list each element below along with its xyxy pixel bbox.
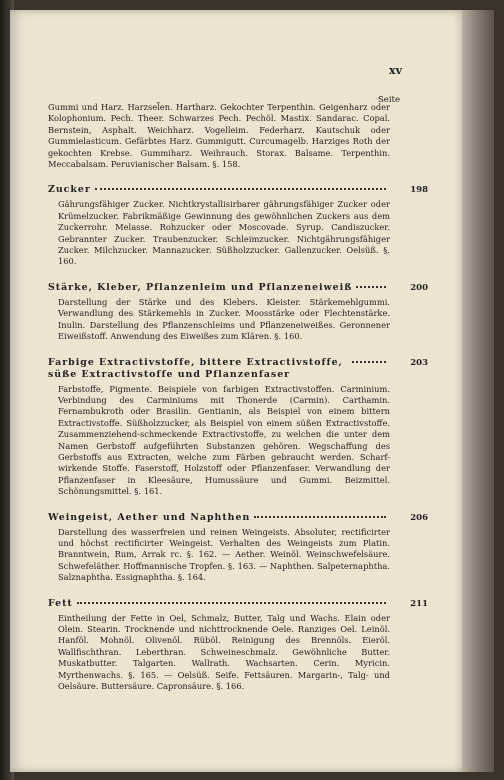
column-header-seite: Seite — [377, 95, 400, 105]
toc-entry-text: Gährungsfähiger Zucker. Nichtkrystallisirbarer gährungsfähiger Zucker oder Krümelzucker. Fabrikmäßige Gewinnung des gewöhnlichen Zuckers aus dem Zuckerrohr. Melasse. Rohzucker oder Moscovade. Syrup. Candiszucker. Gebrannter Zucker. Traubenzucker. Schleimzucker. Nichtgährungsfähiger Zucker. Milchzucker. Mannazucker. Süßholzzucker. Gallenzucker. Oelsüß. §. 160. — [58, 199, 390, 267]
toc-entry — [48, 511, 428, 584]
toc-entry-title: Stärke, Kleber, Pflanzenleim und Pflanzeneiweiß — [48, 281, 353, 293]
continued-entry-text: Gummi und Harz. Harzsel̃en. Hartharz. Gekochter Terpenthin. Geigenharz oder Kolophonium. Pech. Theer. Schwarzes Pech. Pechöl. Mastix. Sandarac. Copal. Bernstein, Asphalt. Weichharz. Vogelleim. Federharz. Kautschuk oder Gummielasticum. Gefärbtes Harz. Gummigutt. Curcumagelb. Harziges Roth der gekochten Krebse. Gummiharz. Weihrauch. Storax. Balsame. Terpenthin. Meccabalsam. Peruvianischer Balsam. §. 158. — [48, 102, 390, 170]
dot-leader — [95, 188, 386, 190]
toc-entry-page: 200 — [410, 282, 428, 293]
toc-entry-heading — [48, 511, 428, 524]
toc-entry-heading — [48, 281, 428, 294]
toc-entry-text: Eintheilung der Fette in Oel, Schmalz, Butter, Talg und Wachs. Elain oder Olein. Stearin. Trocknende und nichttrocknende Oele. Ranziges Oel. Leinöl. Hanföl. Mohnöl. Olivenöl. Rüböl. Reinigung des Brennöls. Eieröl. Wallfischthran. Leberthran. Schweineschmalz. Gewöhnliche Butter. Muskatbutter. Talgarten. Wallrath. Wachsarten. Cerin. Myricin. Myrthenwachs. §. 165. — Oelsüß. Seife. Fettsäuren. Margarin-, Talg- und Oelsäure. Buttersäure. Capronsäure. §. 166. — [58, 612, 390, 692]
page-stack-edge — [462, 10, 494, 772]
toc-entry-title: Weingeist, Aether und Naphthen — [48, 511, 251, 523]
toc-entry-heading — [48, 356, 428, 381]
toc-entry-text: Darstellung des wasserfreien und reinen Weingeists. Absoluter, rectificirter und höchst rectificirter Weingeist. Verhalten des Weingeists zum Platin. Branntwein, Rum, Arrak rc. §. 162. — Aether. Weinöl. Weinschwefelsäure. Schwefeläther. Hoffmannische Tropfen. §. 163. — Naphthen. Salpeternaphtha. Salznaphtha. Essignaphtha. §. 164. — [58, 526, 390, 583]
dot-leader — [254, 516, 386, 518]
toc-entry — [48, 356, 428, 498]
dot-leader — [77, 602, 386, 604]
toc-entry — [48, 597, 428, 693]
table-of-contents — [48, 102, 428, 706]
toc-entry — [48, 184, 428, 267]
toc-entry-heading — [48, 184, 428, 196]
toc-entry-heading — [48, 597, 428, 610]
toc-entry-text: Darstellung der Stärke und des Klebers. Kleister. Stärkemehlgummi. Verwandlung des Stärkemehls in Zucker. Moosstärke oder Flechtenstärke. Inulin. Darstellung des Pflanzenschleims und Pflanzeneiweißes. Geronnener Eiweißstoff. Anwendung des Eiweißes zum Klären. §. 160. — [58, 296, 390, 342]
toc-entry-title: Fett — [48, 597, 73, 609]
toc-entry — [48, 281, 428, 343]
dot-leader — [356, 286, 386, 288]
toc-entry-page: 211 — [410, 598, 428, 609]
dot-leader — [352, 361, 386, 363]
toc-entry-page: 198 — [410, 185, 428, 196]
toc-entry-page: 203 — [410, 357, 428, 368]
toc-entry-title: Zucker — [48, 184, 91, 196]
toc-entry-text: Farbstoffe, Pigmente. Beispiele von farbigen Extractivstoffen. Carminium. Verbindung des Carminiums mit Thonerde (Carmin). Carthamin. Fernambukroth oder Brasilin. Gentianin, als Beispiel von einem bittern Extractivstoffe. Süßholzzucker, als Beispiel von einem süßen Extractivstoffe. Zusammenziehend-schmeckende Extractivstoffe, zu welchen die unter dem Namen Gerbstoff aufgeführten Substanzen gehören. Wegschaffung des Gerbstoffs aus Extracten, welche zum Färben gebraucht werden. Scharf-wirkende Stoffe. Faserstoff, Holzstoff oder Pflanzenfaser. Verwandlung der Pflanzenfaser in Kleesäure, Humussäure und Gummi. Beizmittel. Schönungsmittel. §. 161. — [58, 383, 390, 497]
page-number: xv — [389, 64, 402, 77]
toc-entry-page: 206 — [410, 512, 428, 523]
toc-entry-title: Farbige Extractivstoffe, bittere Extractivstoffe, süße Extractivstoffe und Pflanzenfaser — [48, 356, 343, 380]
